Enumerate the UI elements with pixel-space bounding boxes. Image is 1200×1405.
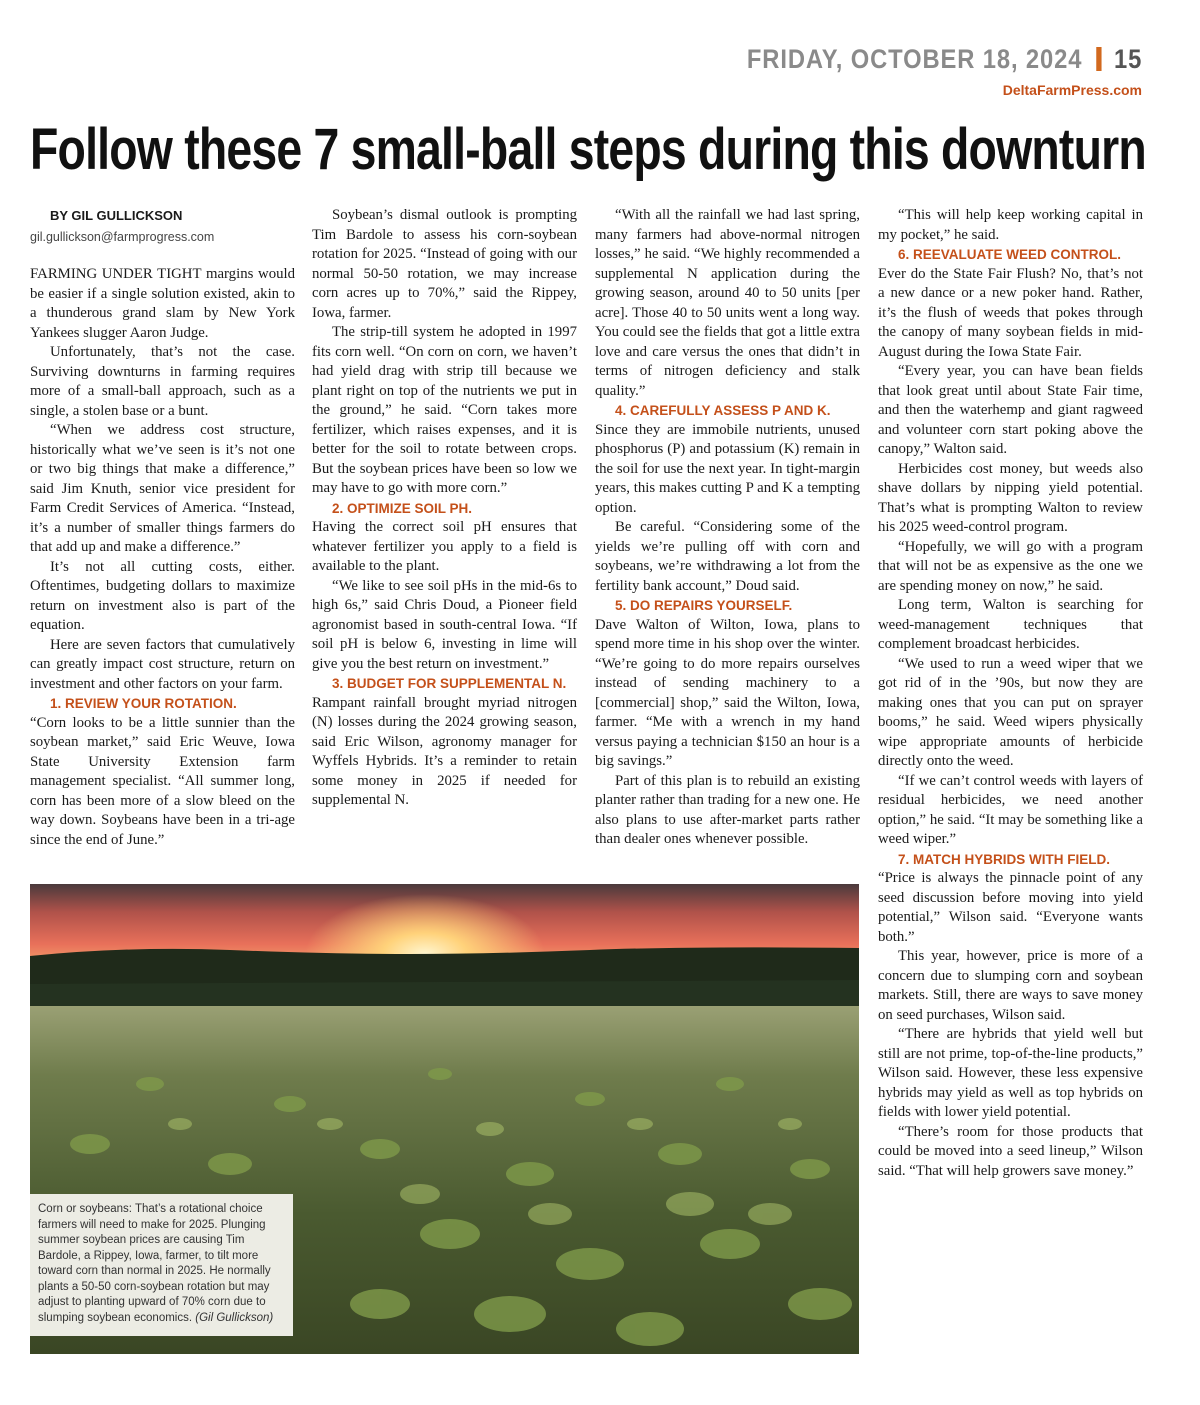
lead-paragraph (30, 265, 295, 343)
paragraph: Soybean’s dismal outlook is prompting Tim Bardole to assess his corn-soybean rotation for 2025. “Instead of going with our normal 50-50 rotation, we may increase corn acres up to 70%,” said the Rippey, Iowa, farmer. (312, 207, 577, 321)
paragraph: It’s not all cutting costs, either. Oftentimes, budgeting dollars to maximize return on investment also is part of the equation. (30, 558, 295, 633)
section-heading-2: 2. OPTIMIZE SOIL PH. (332, 500, 473, 516)
section-heading-6: 6. REEVALUATE WEED CONTROL. (898, 247, 1122, 262)
paragraph: “We used to run a weed wiper that we got rid of in the ’90s, but now they are making ones that you can put on sprayer booms,” he said. Weed wipers physically wipe appropriate amounts of herbicide directly onto the weed. (878, 655, 1143, 769)
section-heading-7: 7. MATCH HYBRIDS WITH FIELD. (898, 851, 1110, 867)
author-email[interactable]: gil.gullickson@farmprogress.com (30, 229, 215, 244)
issue-date: FRIDAY, OCTOBER 18, 2024 (746, 44, 1083, 74)
site-url[interactable]: DeltaFarmPress.com (1002, 82, 1142, 98)
paragraph: “Hopefully, we will go with a program that will not be as expensive as the one we are spending money on now,” he said. (878, 538, 1143, 594)
lead-in: FARMING UNDER TIGHT (30, 266, 202, 282)
paragraph: “Price is always the pinnacle point of any seed discussion before moving into yield potential,” Wilson said. “Everyone wants both.” (878, 870, 1143, 945)
section-heading-1: 1. REVIEW YOUR ROTATION. (50, 696, 237, 711)
section-heading-4: 4. CAREFULLY ASSESS P AND K. (615, 403, 831, 418)
paragraph: Dave Walton of Wilton, Iowa, plans to spend more time in his shop over the winter. “We’re going to do more repairs ourselves instead of sending machinery to a [commercial] shop,” said the Wilton, Iowa, farmer. “Me with a wrench in my hand versus paying a technician $150 an hour is a big savings.” (595, 616, 860, 769)
paragraph: “With all the rainfall we had last spring, many farmers had above-normal nitrogen losses,” he said. “We highly recommended a supplemental N application during the growing season, around 40 to 50 units [per acre]. Those 40 to 50 units went a long way. You could see the fields that got a little extra love and care versus the ones that didn’t in terms of nitrogen deficiency and stalk quality.” (595, 207, 860, 399)
paragraph: The strip-till system he adopted in 1997 fits corn well. “On corn on corn, we haven’t had yield drag with strip till because we plant right on top of the nutrients we put in the ground,” he said. “Corn takes more fertilizer, which raises expenses, and it is better for the soil to rotate between crops. But the soybean prices have been so low we may have to go with more corn.” (312, 324, 577, 496)
paragraph: Long term, Walton is searching for weed-management techniques that complement broadcast herbicides. (878, 597, 1143, 652)
paragraph: “We like to see soil pHs in the mid-6s to high 6s,” said Chris Doud, a Pioneer field agronomist based in south-central Iowa. “If soil pH is below 6, investing in lime will give you the best return on investment.” (312, 577, 577, 672)
photo-caption (30, 1194, 293, 1336)
caption-text: Corn or soybeans: That’s a rotational choice farmers will need to make for 2025. Plunging summer soybean prices are causing Tim Bardole, a Rippey, Iowa, farmer, to tilt more toward corn than normal in 2025. He normally plants a 50-50 corn-soybean rotation but may adjust to planting upward of 70% corn due to slumping soybean economics. (38, 1203, 271, 1324)
paragraph: “When we address cost structure, historically what we’ve seen is it’s not one or two big things that make a difference,” said Jim Knuth, senior vice president for Farm Credit Services of America. “Instead, it’s a number of smaller things farmers do that add up and make a difference.” (30, 422, 295, 555)
article-column-1 (30, 206, 295, 850)
article-column-4 (878, 206, 1143, 1181)
paragraph: Rampant rainfall brought myriad nitrogen (N) losses during the 2024 growing season, said Eric Wilson, agronomy manager for Wyffels Hybrids. It’s a reminder to retain some money in 2025 if needed for supplemental N. (312, 694, 577, 808)
photo-credit: (Gil Gullickson) (195, 1311, 274, 1324)
byline: BY GIL GULLICKSON (50, 208, 183, 223)
paragraph: Herbicides cost money, but weeds also shave dollars by nipping yield potential. That’s what is prompting Walton to review his 2025 weed-control program. (878, 460, 1143, 535)
paragraph: Having the correct soil pH ensures that whatever fertilizer you apply to a field is available to the plant. (312, 519, 577, 574)
paragraph: “If we can’t control weeds with layers of residual herbicides, we need another option,” he said. “It may be something like a weed wiper.” (878, 772, 1143, 847)
article-column-3 (595, 206, 860, 850)
section-heading-5: 5. DO REPAIRS YOURSELF. (615, 598, 793, 613)
header-divider (1096, 47, 1101, 71)
paragraph: Part of this plan is to rebuild an existing planter rather than trading for a new one. He also plans to use after-market parts rather than dealer ones whenever possible. (595, 772, 860, 847)
headline: Follow these 7 small-ball steps during this downturn (30, 117, 1146, 182)
paragraph: “Corn looks to be a little sunnier than the soybean market,” said Eric Weuve, Iowa State University Extension farm management specialist. “All summer long, corn has been more of a slow bleed on the way down. Soybeans have been in a tri-age since the end of June.” (30, 714, 295, 848)
paragraph: This year, however, price is more of a concern due to slumping corn and soybean markets. Still, there are ways to save money on seed purchases, Wilson said. (878, 948, 1143, 1023)
paragraph: “Every year, you can have bean fields that look great until about State Fair time, and then the waterhemp and giant ragweed and volunteer corn start poking above the canopy,” Walton said. (878, 363, 1143, 457)
paragraph: Ever do the State Fair Flush? No, that’s not a new dance or a new poker hand. Rather, it’s the flush of weeds that pokes through the canopy of many soybean fields in mid-August during the Iowa State Fair. (878, 265, 1143, 360)
paragraph: Here are seven factors that cumulatively can greatly impact cost structure, return on investment and other factors on your farm. (30, 636, 295, 692)
paragraph: Be careful. “Considering some of the yields we’re pulling off with corn and soybeans, we’re withdrawing a lot from the fertility bank account,” Doud said. (595, 519, 860, 594)
paragraph: “There’s room for those products that could be moved into a seed lineup,” Wilson said. “That will help growers save money.” (878, 1123, 1143, 1179)
paragraph: Since they are immobile nutrients, unused phosphorus (P) and potassium (K) remain in the soil for use the next year. In tight-margin years, this makes cutting P and K a tempting option. (595, 421, 860, 516)
lead-rest: margins would be easier if a single solution existed, akin to a thunderous grand slam by New York Yankees slugger Aaron Judge. (30, 266, 295, 341)
paragraph: “This will help keep working capital in my pocket,” he said. (878, 207, 1143, 243)
section-heading-3: 3. BUDGET FOR SUPPLEMENTAL N. (332, 676, 567, 691)
page-number: 15 (1113, 44, 1142, 74)
article-column-2 (312, 206, 577, 811)
page-header-date (747, 44, 1142, 75)
paragraph: “There are hybrids that yield well but still are not prime, top-of-the-line products,” Wilson said. However, these less expensive hybrids may yield as well as top hybrids on fields with lower yield potential. (878, 1026, 1143, 1120)
paragraph: Unfortunately, that’s not the case. Surviving downturns in farming requires more of a small-ball approach, such as a single, a stolen base or a bunt. (30, 344, 295, 419)
